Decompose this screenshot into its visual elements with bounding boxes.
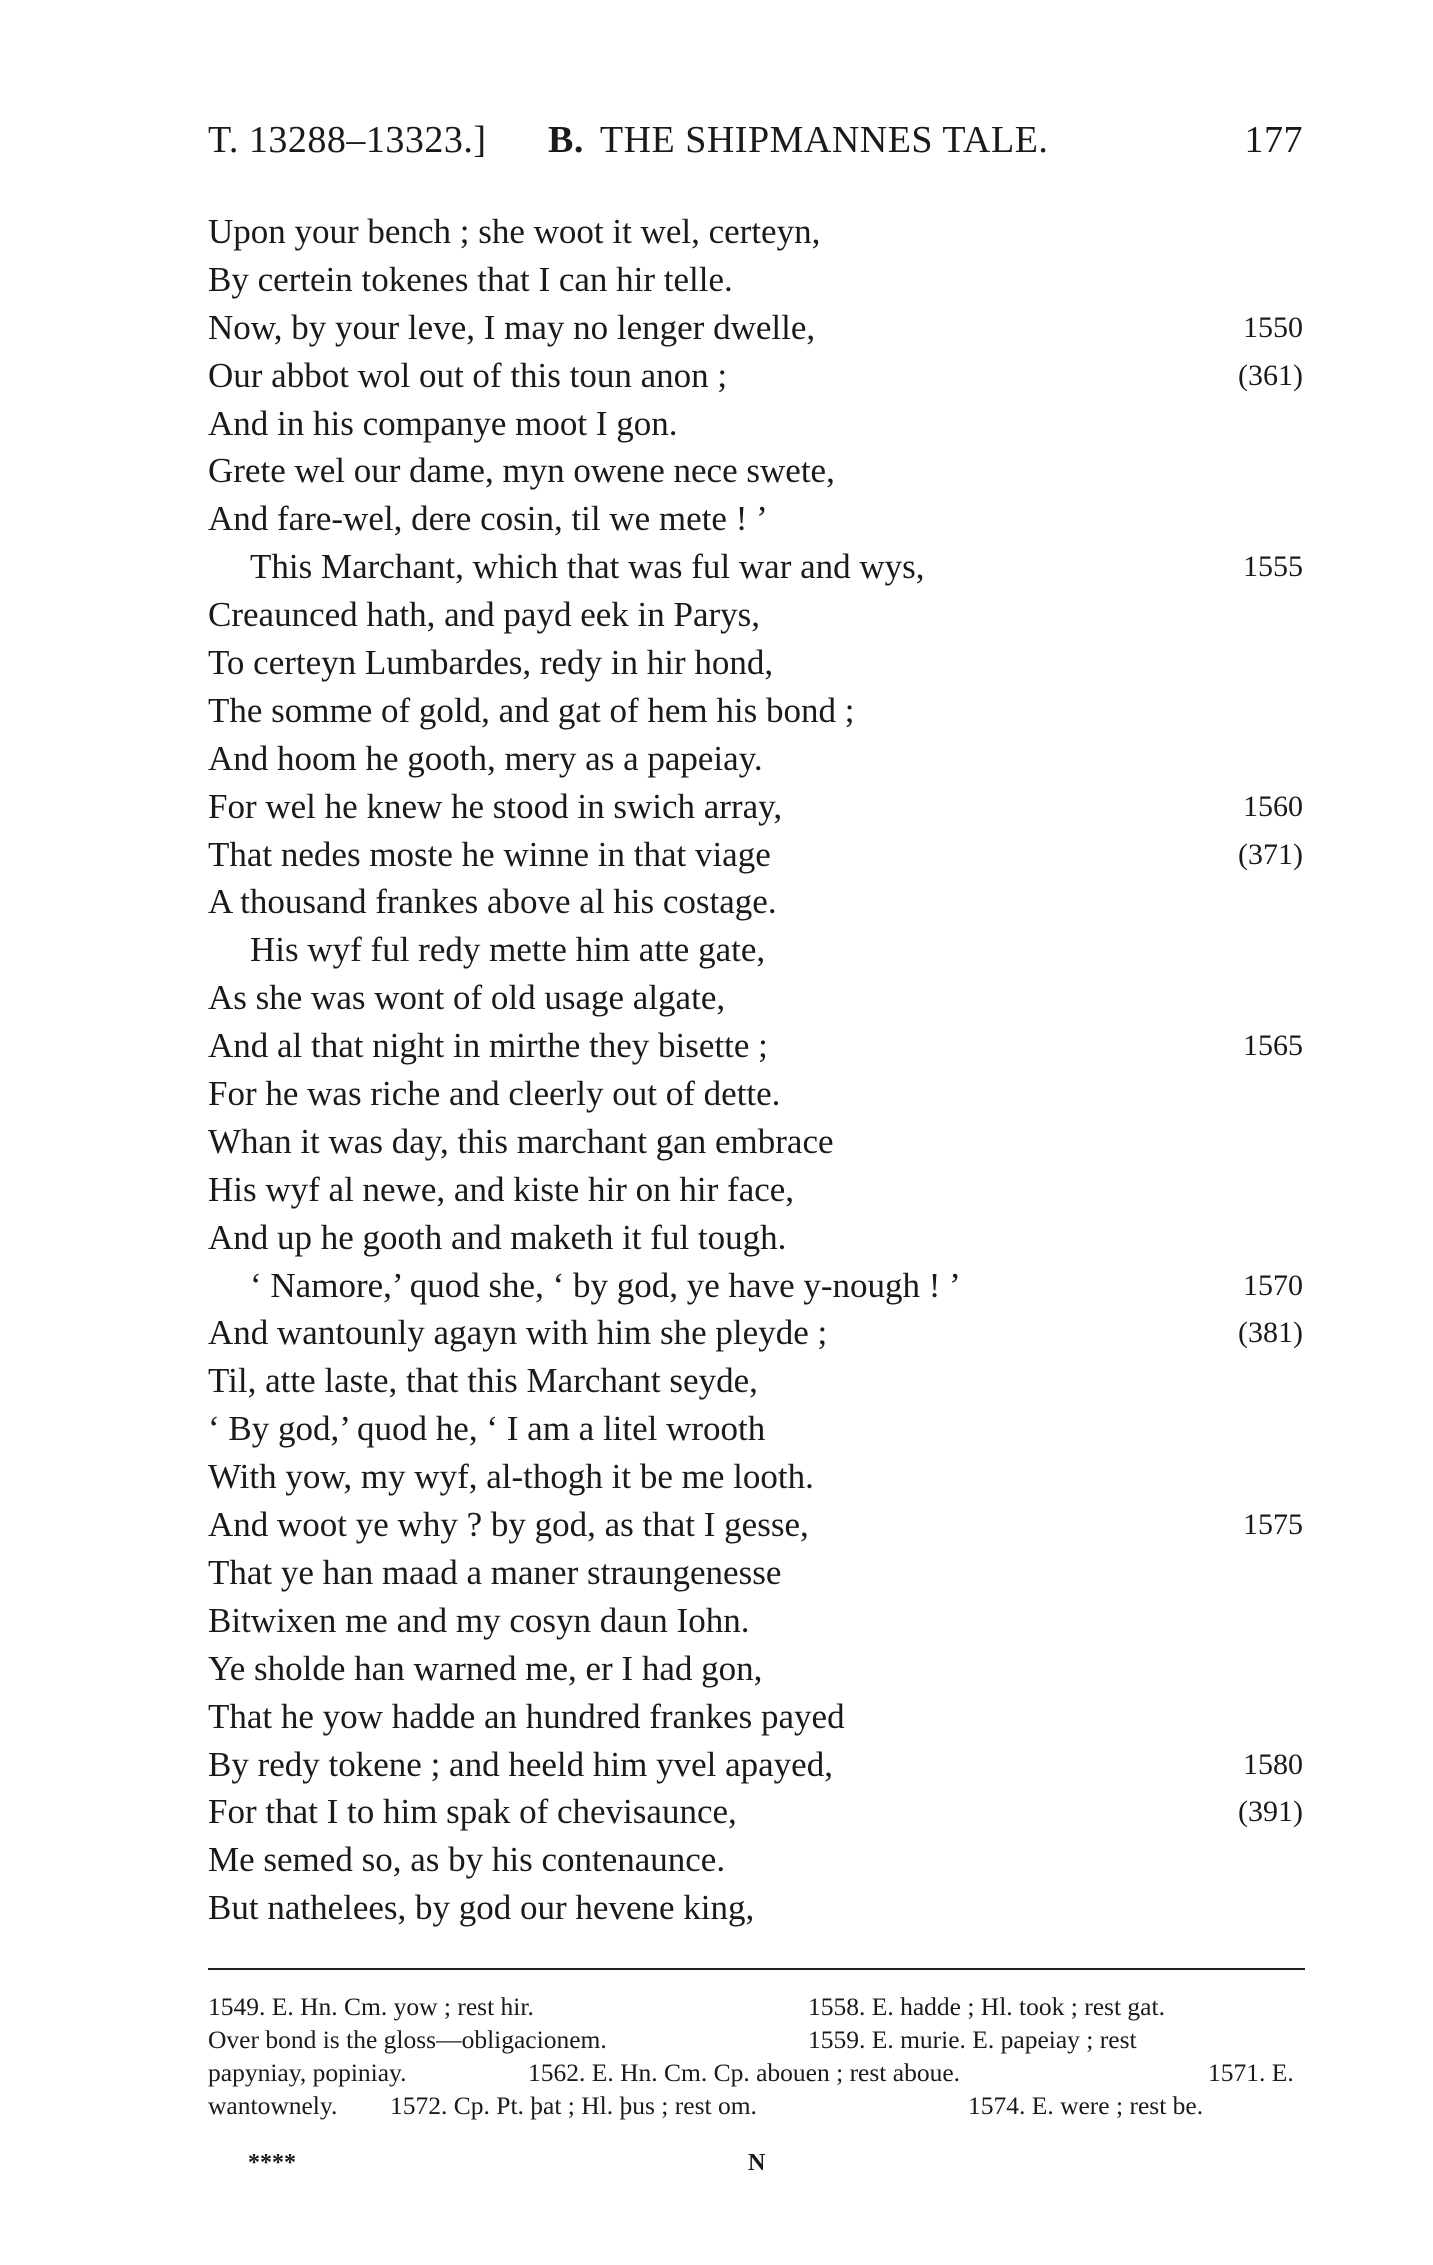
line-text: That he yow hadde an hundred frankes payed [208,1696,845,1736]
poem-line [208,1788,1303,1836]
poem-line [208,1070,1303,1118]
line-range: T. 13288–13323.] [208,119,487,161]
signature-stars: **** [248,2150,296,2176]
line-text: And al that night in mirthe they bisette ; [208,1026,768,1066]
footnote-1559-cont: papyniay, popiniay. [208,2058,407,2087]
poem-line [208,1166,1303,1214]
poem-line [208,831,1303,879]
footnote-1549: 1549. E. Hn. Cm. yow ; rest hir. [208,1992,534,2021]
line-text: Grete wel our dame, myn owene nece swete, [208,451,835,491]
poem-line [208,1884,1303,1932]
poem-line [208,783,1303,831]
line-text: That ye han maad a maner straungenesse [208,1552,782,1592]
line-text: Til, atte laste, that this Marchant seyde, [208,1361,758,1401]
line-number: 1580 [1243,1747,1303,1781]
page-title: THE SHIPMANNES TALE. [599,119,1049,161]
line-text: With yow, my wyf, al-thogh it be me looth. [208,1457,814,1497]
footnotes [208,1990,1305,2122]
poem-line [208,974,1303,1022]
footnote-line [208,2089,1305,2122]
line-text: Bitwixen me and my cosyn daun Iohn. [208,1600,750,1640]
poem-line [208,1214,1303,1262]
footnote-line [208,2056,1305,2089]
line-text: That nedes moste he winne in that viage [208,834,771,874]
line-number: 1555 [1243,550,1303,584]
line-text: For wel he knew he stood in swich array, [208,786,783,826]
line-text: Creaunced hath, and payd eek in Parys, [208,595,761,635]
line-text: As she was wont of old usage algate, [208,978,726,1018]
line-text: Now, by your leve, I may no lenger dwelle, [208,307,816,347]
footnote-1571: 1571. E. [1208,2058,1294,2087]
line-text: And hoom he gooth, mery as a papeiay. [208,738,763,778]
footnote-line [208,1990,1305,2023]
line-number: 1550 [1243,310,1303,344]
poem-line [208,495,1303,543]
line-text: His wyf al newe, and kiste hir on hir face, [208,1169,795,1209]
section-letter: B. [548,119,584,161]
poem-line [208,256,1303,304]
poem-line [208,591,1303,639]
poem-line [208,1453,1303,1501]
line-text: ‘ Namore,’ quod she, ‘ by god, ye have y-nough ! ’ [250,1265,961,1305]
line-text: Whan it was day, this marchant gan embrace [208,1121,834,1161]
poem-line [208,878,1303,926]
line-number: (381) [1238,1316,1303,1350]
poem-line [208,208,1303,256]
poem-line [208,735,1303,783]
line-number: 1560 [1243,789,1303,823]
footnote-line [208,2023,1305,2056]
footnote-gloss: Over bond is the gloss—obligacionem. [208,2025,607,2054]
poem-line [208,1405,1303,1453]
poem-line [208,926,1303,974]
poem-line [208,1836,1303,1884]
footnote-1574: 1574. E. were ; rest be. [968,2091,1204,2120]
line-text: And up he gooth and maketh it ful tough. [208,1217,787,1257]
poem-line [208,304,1303,352]
line-number: (361) [1238,358,1303,392]
line-text: His wyf ful redy mette him atte gate, [250,930,766,970]
line-text: For that I to him spak of chevisaunce, [208,1792,737,1832]
running-header [208,118,1303,178]
footnote-1571-cont: wantownely. [208,2091,338,2120]
line-text: Our abbot wol out of this toun anon ; [208,355,728,395]
line-text: Me semed so, as by his contenaunce. [208,1840,726,1880]
poem-line [208,400,1303,448]
poem-line [208,1741,1303,1789]
poem-line [208,1309,1303,1357]
signature-letter: N [748,2150,766,2176]
page-number: 177 [1244,119,1303,161]
footnote-1572: 1572. Cp. Pt. þat ; Hl. þus ; rest om. [390,2091,757,2120]
line-text: To certeyn Lumbardes, redy in hir hond, [208,643,774,683]
poem-line [208,1645,1303,1693]
header-title-group [548,118,1048,162]
line-text: And in his companye moot I gon. [208,403,678,443]
line-number: 1575 [1243,1508,1303,1542]
poem-line [208,687,1303,735]
poem-line [208,543,1303,591]
poem-line [208,1693,1303,1741]
poem-line [208,352,1303,400]
line-text: Ye sholde han warned me, er I had gon, [208,1648,763,1688]
line-text: And fare-wel, dere cosin, til we mete ! ’ [208,499,768,539]
line-number: (391) [1238,1795,1303,1829]
footnote-1558: 1558. E. hadde ; Hl. took ; rest gat. [808,1992,1165,2021]
line-text: For he was riche and cleerly out of dette. [208,1074,781,1114]
line-text: The somme of gold, and gat of hem his bond ; [208,690,855,730]
poem-line [208,1549,1303,1597]
line-text: Upon your bench ; she woot it wel, certeyn, [208,212,821,251]
poem-text [208,208,1303,1932]
line-text: This Marchant, which that was ful war and wys, [250,547,925,587]
line-text: But nathelees, by god our hevene king, [208,1888,755,1928]
line-number: 1570 [1243,1268,1303,1302]
line-text: By certein tokenes that I can hir telle. [208,259,733,299]
footnote-divider [208,1968,1305,1970]
footnote-1562: 1562. E. Hn. Cm. Cp. abouen ; rest aboue. [528,2058,961,2087]
poem-line [208,1357,1303,1405]
poem-line [208,1118,1303,1166]
footnote-1559: 1559. E. murie. E. papeiay ; rest [808,2025,1137,2054]
poem-line [208,1597,1303,1645]
poem-line [208,447,1303,495]
line-text: By redy tokene ; and heeld him yvel apayed, [208,1744,833,1784]
line-text: A thousand frankes above al his costage. [208,882,777,922]
line-number: 1565 [1243,1029,1303,1063]
poem-line [208,1501,1303,1549]
line-text: And woot ye why ? by god, as that I gesse, [208,1505,809,1545]
poem-line [208,639,1303,687]
poem-line [208,1022,1303,1070]
line-text: And wantounly agayn with him she pleyde ; [208,1313,828,1353]
line-number: (371) [1238,837,1303,871]
line-text: ‘ By god,’ quod he, ‘ I am a litel wrooth [208,1409,766,1449]
poem-line [208,1262,1303,1310]
